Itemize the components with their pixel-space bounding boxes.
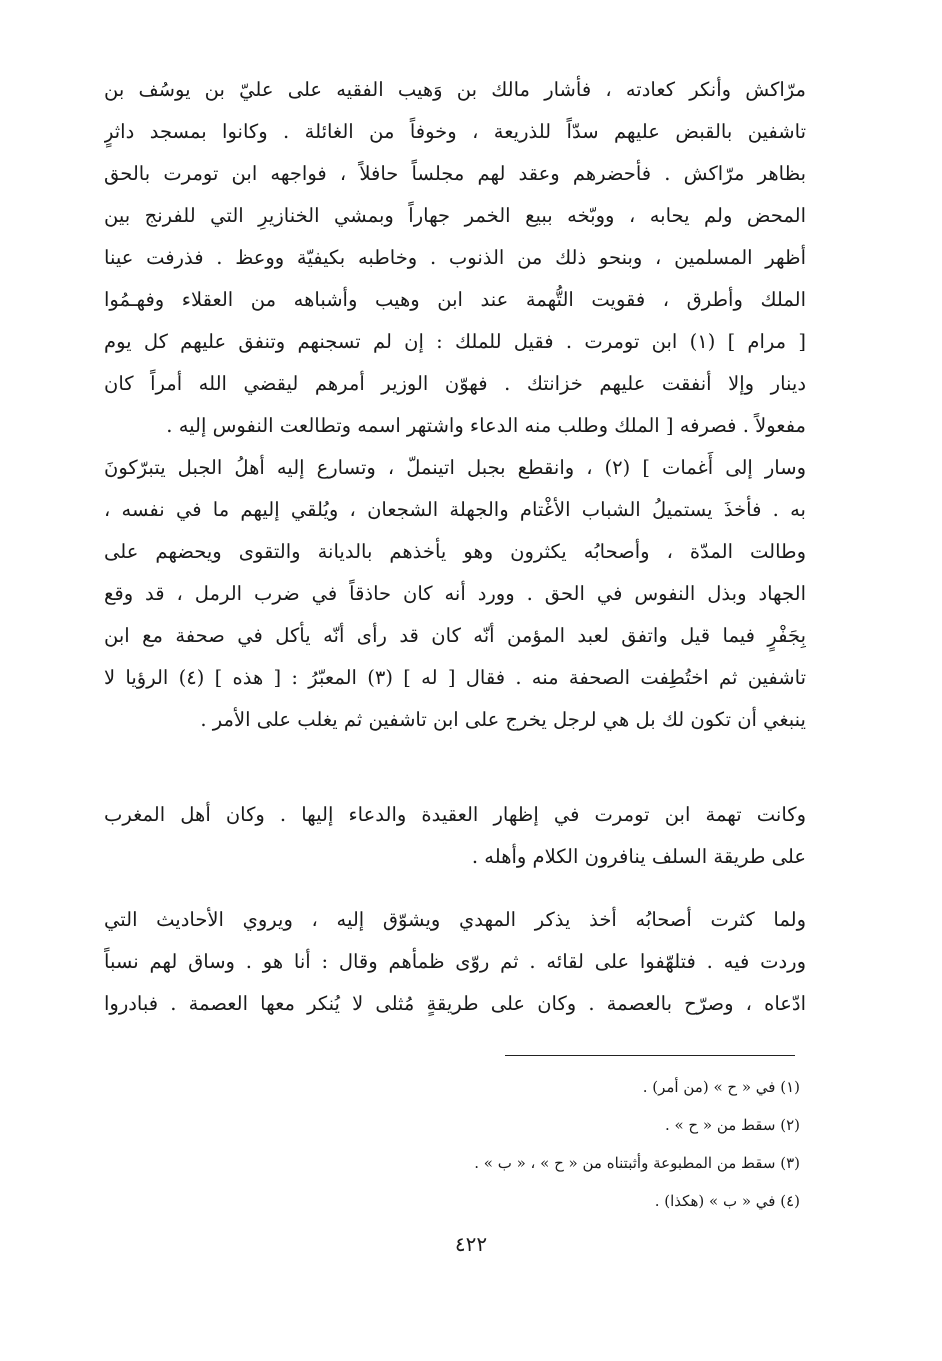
footnote-3: (٣) سقط من المطبوعة وأثبتناه من « ح » ، « ب » . bbox=[474, 1154, 800, 1172]
text-line: ادّعاه ، وصرّح بالعصمة . وكان على طريقةٍ مُثلى لا يُنكر معها العصمة . فبادروا bbox=[104, 992, 806, 1015]
text-line: على طريقة السلف ينافرون الكلام وأهله . bbox=[471, 845, 806, 868]
text-line: الجهاد وبذل النفوس في الحق . وورد أنه كان حاذقاً في ضرب الرمل ، قد وقع bbox=[104, 582, 806, 605]
text-line: الملك وأطرق ، فقويت التُّهمة عند ابن وهيب وأشباهه من العقلاء وفهـمُوا bbox=[104, 288, 806, 311]
text-line: أظهر المسلمين ، وبنحو ذلك من الذنوب . وخاطبه بكيفيّة ووعظ . فذرفت عينا bbox=[104, 246, 806, 269]
paragraph-3 bbox=[104, 899, 806, 1025]
footnote-2: (٢) سقط من « ح » . bbox=[664, 1116, 800, 1134]
footnote-divider bbox=[505, 1055, 795, 1056]
text-line: المحض ولم يحابه ، ووبّخه ببيع الخمر جهاراً وبمشي الخنازيرِ التي للفرنج بين bbox=[104, 204, 806, 227]
text-line: وردت فيه . فتلهّفوا على لقائه . ثم روّى ظمأهم وقال : أنا هو . وساق لهم نسباً bbox=[104, 950, 806, 973]
text-line: ولما كثرت أصحابُه أخذ يذكر المهدي ويشوّق إليه ، ويروي الأحاديث التي bbox=[104, 908, 806, 931]
text-line: مرّاكش وأنكر كعادته ، فأشار مالك بن وَهيب الفقيه على عليّ بن يوسُف بن bbox=[104, 78, 806, 101]
text-line: تاشفين ثم اختُطِفت الصحفة منه . فقال [ له ] (٣) المعبّرُ : [ هذه ] (٤) الرؤيا لا bbox=[104, 666, 806, 689]
text-line: وطالت المدّة ، وأصحابُه يكثرون وهو يأخذهم بالديانة والتقوى ويحضهم على bbox=[104, 540, 806, 563]
text-line: ينبغي أن تكون لك بل هي لرجل يخرج على ابن تاشفين ثم يغلب على الأمر . bbox=[200, 708, 806, 731]
text-line: وكانت تهمة ابن تومرت في إظهار العقيدة والدعاء إليها . وكان أهل المغرب bbox=[104, 803, 806, 826]
footnote-1: (١) في « ح » (من أمر) . bbox=[642, 1078, 800, 1096]
text-line: بظاهر مرّاكش . فأحضرهم وعقد لهم مجلساً حافلاً ، فواجهه ابن تومرت بالحق bbox=[104, 162, 806, 185]
text-line: بِجَفْرٍ فيما قيل واتفق لعبد المؤمن أنّه كان قد رأى أنّه يأكل في صحفة مع ابن bbox=[104, 624, 806, 647]
text-line: [ مرام ] (١) ابن تومرت . فقيل للملك : إن لم تسجنهم وتنفق عليهم كل يوم bbox=[104, 330, 806, 353]
paragraph-2 bbox=[104, 794, 806, 878]
footnote-4: (٤) في « ب » (هكذا) . bbox=[654, 1192, 800, 1210]
text-line: وسار إلى أَغمات ] (٢) ، وانقطع بجبل اتينملّ ، وتسارع إليه أهلُ الجبل يتبرّكونَ bbox=[104, 456, 806, 479]
text-line: دينار وإلا أنفقت عليهم خزانتك . فهوّن الوزير أمرهم ليقضي الله أمراً كان bbox=[104, 372, 806, 395]
text-line: تاشفين بالقبض عليهم سدّاً للذريعة ، وخوفاً من الغائلة . وكانوا بمسجد داثرٍ bbox=[104, 120, 806, 143]
text-line: به . فأخذَ يستميلُ الشباب الأغْتام والجهلة الشجعان ، ويُلقي إليهم ما في نفسه ، bbox=[104, 498, 806, 521]
page-number: ٤٢٢ bbox=[454, 1232, 488, 1256]
text-line: مفعولاً . فصرفه [ الملك وطلب منه الدعاء واشتهر اسمه وتطالعت النفوس إليه . bbox=[166, 414, 806, 437]
paragraph-1 bbox=[104, 69, 806, 741]
footnotes bbox=[330, 1068, 800, 1220]
